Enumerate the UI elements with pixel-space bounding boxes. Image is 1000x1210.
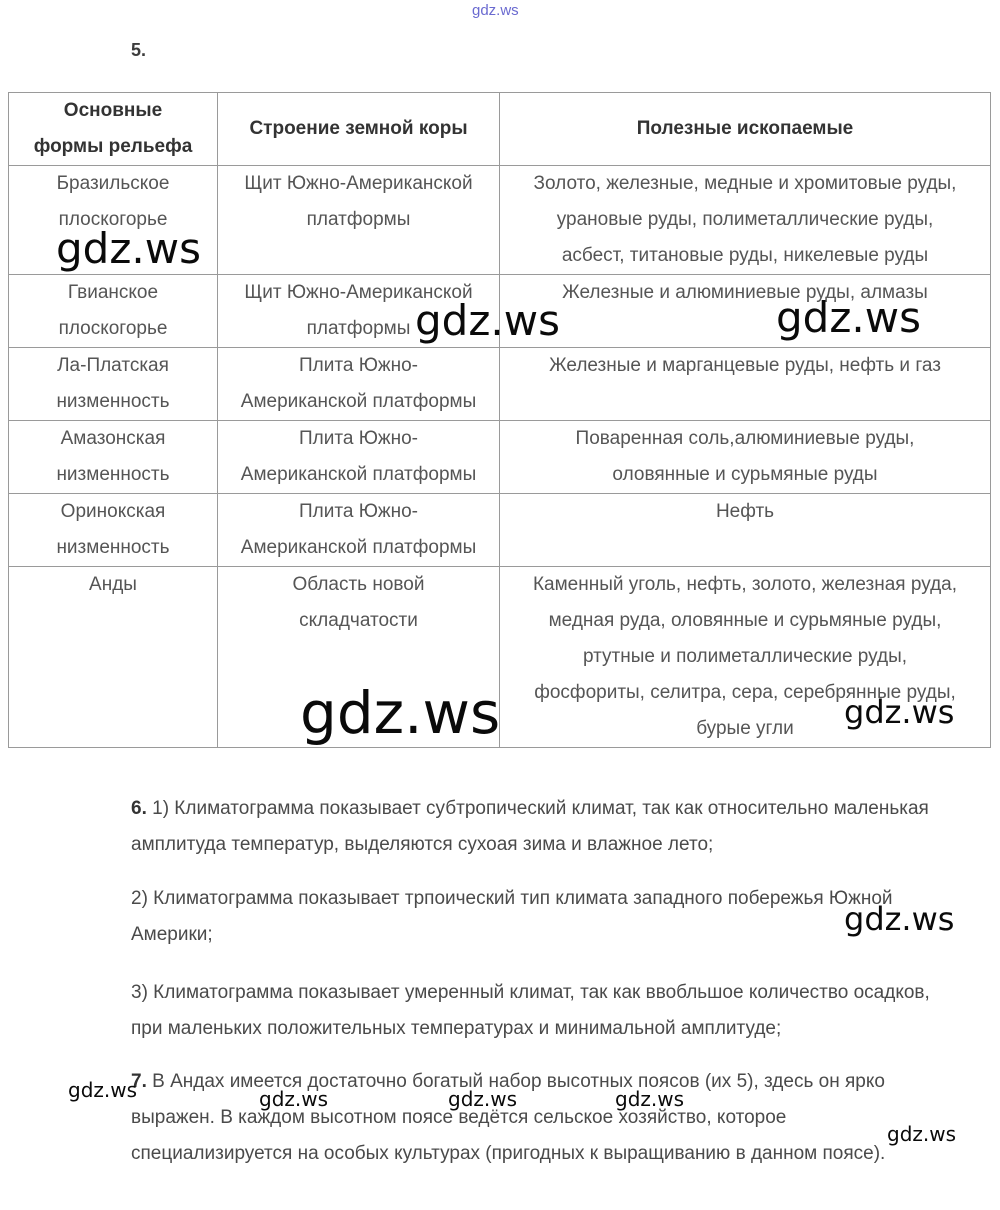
task-6-paragraph-1 bbox=[131, 791, 951, 863]
watermark: gdz.ws bbox=[615, 1087, 685, 1111]
cell-relief: Амазонская низменность bbox=[9, 421, 218, 494]
table-row bbox=[9, 348, 991, 421]
cell-minerals: Железные и алюминиевые руды, алмазы bbox=[500, 275, 991, 348]
watermark: gdz.ws bbox=[844, 693, 955, 731]
cell-minerals: Железные и марганцевые руды, нефть и газ bbox=[500, 348, 991, 421]
task-6-paragraph-3: 3) Климатограмма показывает умеренный климат, так как ввобльшое количество осадков, при маленьких положительных температурах и минимальной амплитуде; bbox=[131, 982, 930, 1039]
cell-relief: Гвианское плоскогорье bbox=[9, 275, 218, 348]
watermark: gdz.ws bbox=[68, 1078, 138, 1102]
cell-structure: Плита Южно- Американской платформы bbox=[218, 348, 500, 421]
header-minerals: Полезные ископаемые bbox=[500, 93, 991, 166]
task-6-paragraph-2: 2) Климатограмма показывает трпоический тип климата западного побережья Южной Америки; bbox=[131, 888, 893, 945]
cell-relief: Оринокская низменность bbox=[9, 494, 218, 567]
cell-structure: Щит Южно-Американской платформы bbox=[218, 275, 500, 348]
watermark: gdz.ws bbox=[56, 224, 201, 273]
header-crust-structure: Строение земной коры bbox=[218, 93, 500, 166]
cell-minerals: Поваренная соль,алюминиевые руды, оловянные и сурьмяные руды bbox=[500, 421, 991, 494]
watermark: gdz.ws bbox=[887, 1122, 957, 1146]
watermark: gdz.ws bbox=[844, 900, 955, 938]
watermark: gdz.ws bbox=[259, 1087, 329, 1111]
header-relief-forms: Основные формы рельефа bbox=[9, 93, 218, 166]
watermark: gdz.ws bbox=[415, 296, 560, 345]
cell-relief: Ла-Платская низменность bbox=[9, 348, 218, 421]
relief-table bbox=[8, 92, 991, 748]
table-row bbox=[9, 421, 991, 494]
task-6-number: 6. bbox=[131, 798, 147, 819]
cell-structure: Область новой складчатости bbox=[218, 567, 500, 748]
task-7-paragraph bbox=[131, 1064, 951, 1172]
cell-structure: Щит Южно-Американской платформы bbox=[218, 166, 500, 275]
table-header-row bbox=[9, 93, 991, 166]
cell-minerals: Каменный уголь, нефть, золото, железная руда, медная руда, оловянные и сурьмяные руды, ртутные и полиметаллические руды, фосфориты, селитра, сера, серебрянные руды, бурые угли bbox=[500, 567, 991, 748]
task-5-number: 5. bbox=[131, 40, 147, 60]
task-7-number: 7. bbox=[131, 1071, 147, 1092]
cell-structure: Плита Южно- Американской платформы bbox=[218, 421, 500, 494]
cell-relief: Бразильское плоскогорье bbox=[9, 166, 218, 275]
watermark: gdz.ws bbox=[300, 679, 501, 747]
table-row bbox=[9, 494, 991, 567]
cell-minerals: Нефть bbox=[500, 494, 991, 567]
cell-structure: Плита Южно- Американской платформы bbox=[218, 494, 500, 567]
task-6-text-1: 1) Климатограмма показывает субтропический климат, так как относительно маленькая амплитуда температур, выделяются сухоая зима и влажное лето; bbox=[131, 798, 929, 855]
task-7-text: В Андах имеется достаточно богатый набор высотных поясов (их 5), здесь он ярко выражен. В каждом высотном поясе ведётся сельское хозяйство, которое специализируется на особых культурах (пригодных к выращиванию в данном поясе). bbox=[131, 1071, 886, 1164]
cell-relief: Анды bbox=[9, 567, 218, 748]
watermark: gdz.ws bbox=[448, 1087, 518, 1111]
watermark: gdz.ws bbox=[776, 293, 921, 342]
top-watermark: gdz.ws bbox=[472, 2, 519, 19]
cell-minerals: Золото, железные, медные и хромитовые руды, урановые руды, полиметаллические руды, асбест, титановые руды, никелевые руды bbox=[500, 166, 991, 275]
